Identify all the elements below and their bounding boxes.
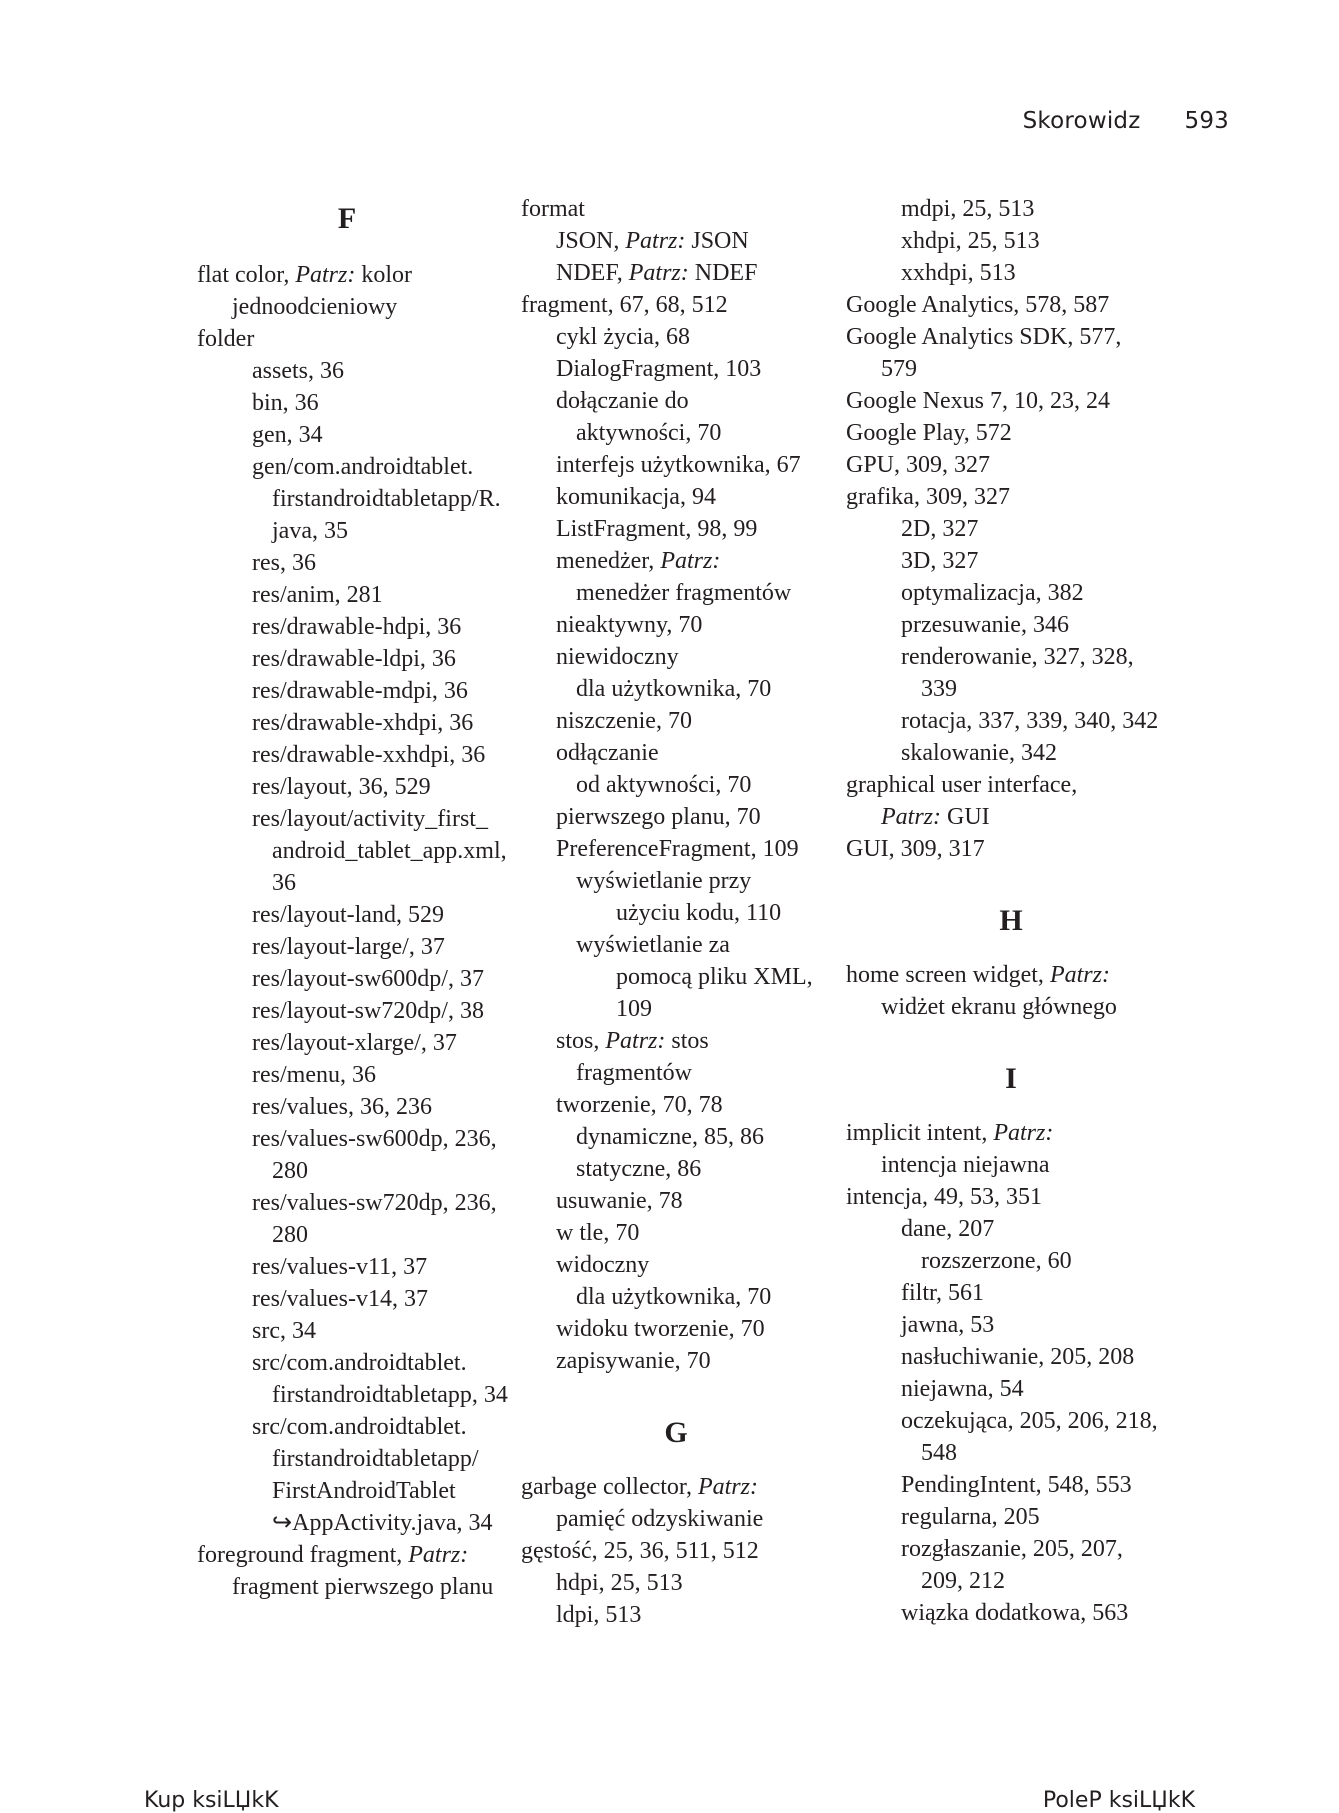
index-entry [846, 673, 1176, 705]
entry-text: res/layout-xlarge/, 37 [252, 1030, 457, 1056]
entry-text: widoczny [556, 1252, 650, 1278]
index-entry [521, 545, 831, 577]
index-entry [846, 609, 1176, 641]
index-entry [846, 417, 1176, 449]
entry-text: niszczenie, 70 [556, 708, 692, 734]
index-entry [197, 963, 497, 995]
entry-text: dla użytkownika, 70 [576, 676, 772, 702]
entry-text: ListFragment, 98, 99 [556, 516, 758, 542]
entry-text: użyciu kodu, 110 [616, 900, 782, 926]
see-target: JSON [685, 228, 749, 254]
entry-text: rozszerzone, 60 [921, 1248, 1072, 1274]
entry-text: rotacja, 337, 339, 340, 342 [901, 708, 1159, 734]
entry-text: assets, 36 [252, 358, 344, 384]
index-entry [197, 1027, 497, 1059]
entry-text: folder [197, 326, 255, 352]
entry-text: Google Nexus 7, 10, 23, 24 [846, 388, 1110, 414]
index-entry [846, 1117, 1176, 1149]
see-target: GUI [941, 804, 990, 830]
entry-text: hdpi, 25, 513 [556, 1570, 683, 1596]
entry-text: xhdpi, 25, 513 [901, 228, 1040, 254]
section-letter: G [664, 1416, 688, 1449]
index-entry [846, 991, 1176, 1023]
index-entry [846, 577, 1176, 609]
entry-text: 3D, 327 [901, 548, 979, 574]
index-entry [197, 1475, 497, 1507]
index-entry [521, 449, 831, 481]
entry-text: niewidoczny [556, 644, 679, 670]
entry-text: dynamiczne, 85, 86 [576, 1124, 764, 1150]
entry-text: odłączanie [556, 740, 659, 766]
index-entry [197, 1507, 497, 1539]
index-entry [521, 641, 831, 673]
index-entry [521, 1121, 831, 1153]
index-entry [846, 449, 1176, 481]
entry-text: src/com.androidtablet. [252, 1350, 467, 1376]
index-column-2 [521, 193, 831, 1631]
entry-text: NDEF, [556, 260, 629, 286]
entry-text: res/values-sw720dp, 236, [252, 1190, 497, 1216]
entry-text: xxhdpi, 513 [901, 260, 1016, 286]
index-entry [521, 1281, 831, 1313]
index-entry [197, 739, 497, 771]
index-entry [197, 419, 497, 451]
entry-text: nasłuchiwanie, 205, 208 [901, 1344, 1135, 1370]
index-entry [197, 579, 497, 611]
entry-text: fragment pierwszego planu [232, 1574, 494, 1600]
entry-text: res/layout/activity_first_ [252, 806, 488, 832]
index-entry [197, 1091, 497, 1123]
entry-text: 579 [881, 356, 917, 382]
index-entry [846, 1341, 1176, 1373]
entry-text: home screen widget, [846, 962, 1050, 988]
entry-text: ldpi, 513 [556, 1602, 642, 1628]
entry-text: widoku tworzenie, 70 [556, 1316, 765, 1342]
index-entry [846, 1213, 1176, 1245]
index-entry [846, 959, 1176, 991]
entry-text: cykl życia, 68 [556, 324, 690, 350]
index-entry [197, 1219, 497, 1251]
entry-text: fragmentów [576, 1060, 692, 1086]
entry-text: 109 [616, 996, 652, 1022]
index-entry [521, 801, 831, 833]
entry-text: oczekująca, 205, 206, 218, [901, 1408, 1158, 1434]
entry-text: jawna, 53 [901, 1312, 995, 1338]
index-entry [197, 355, 497, 387]
entry-text: dołączanie do [556, 388, 689, 414]
index-entry [521, 1185, 831, 1217]
index-entry [846, 1277, 1176, 1309]
section-title: Skorowidz [1022, 108, 1141, 134]
index-entry [197, 1539, 497, 1571]
entry-text: 280 [272, 1222, 308, 1248]
index-entry [521, 673, 831, 705]
entry-text: regularna, 205 [901, 1504, 1040, 1530]
index-entry [197, 643, 497, 675]
see-reference: Patrz: [605, 1028, 666, 1054]
entry-text: java, 35 [272, 518, 348, 544]
entry-text: stos, [556, 1028, 606, 1054]
index-entry [197, 1059, 497, 1091]
index-entry [197, 611, 497, 643]
index-entry [521, 1025, 831, 1057]
index-entry [846, 641, 1176, 673]
index-entry [846, 545, 1176, 577]
index-entry [846, 1501, 1176, 1533]
see-reference: Patrz: [628, 260, 689, 286]
entry-text: flat color, [197, 262, 296, 288]
entry-text: interfejs użytkownika, 67 [556, 452, 801, 478]
entry-text: menedżer fragmentów [576, 580, 792, 606]
entry-text: Google Analytics, 578, 587 [846, 292, 1110, 318]
entry-text: nieaktywny, 70 [556, 612, 703, 638]
index-entry [521, 1345, 831, 1377]
index-entry [846, 1597, 1176, 1629]
index-entry [846, 705, 1176, 737]
index-entry [846, 257, 1176, 289]
entry-text: skalowanie, 342 [901, 740, 1057, 766]
entry-text: firstandroidtabletapp/ [272, 1446, 479, 1472]
entry-text: res, 36 [252, 550, 316, 576]
entry-text: intencja niejawna [881, 1152, 1050, 1178]
entry-text: ↪AppActivity.java, 34 [272, 1510, 493, 1536]
index-column-3 [846, 193, 1176, 1629]
entry-text: res/values-sw600dp, 236, [252, 1126, 497, 1152]
index-entry [197, 1155, 497, 1187]
entry-text: format [521, 196, 585, 222]
entry-text: res/layout-land, 529 [252, 902, 444, 928]
entry-text: garbage collector, [521, 1474, 698, 1500]
see-reference: Patrz: [881, 804, 941, 830]
index-entry [197, 707, 497, 739]
entry-text: pamięć odzyskiwanie [556, 1506, 764, 1532]
index-entry [846, 1437, 1176, 1469]
entry-text: przesuwanie, 346 [901, 612, 1069, 638]
index-entry [197, 547, 497, 579]
index-entry [197, 675, 497, 707]
entry-text: src, 34 [252, 1318, 316, 1344]
entry-text: 209, 212 [921, 1568, 1005, 1594]
index-entry [197, 1379, 508, 1411]
entry-text: gęstość, 25, 36, 511, 512 [521, 1538, 759, 1564]
index-entry [521, 993, 831, 1025]
index-entry [521, 577, 831, 609]
index-entry [846, 1405, 1176, 1437]
index-entry [197, 867, 497, 899]
index-entry [521, 705, 831, 737]
index-entry [846, 833, 1176, 865]
index-entry [197, 515, 497, 547]
entry-text: fragment, 67, 68, 512 [521, 292, 728, 318]
index-entry [197, 995, 497, 1027]
index-entry [521, 193, 831, 225]
entry-text: mdpi, 25, 513 [901, 196, 1035, 222]
index-entry [521, 1471, 831, 1503]
page-number: 593 [1184, 108, 1229, 134]
entry-text: wyświetlanie przy [576, 868, 752, 894]
entry-text: PreferenceFragment, 109 [556, 836, 799, 862]
entry-text: 36 [272, 870, 296, 896]
entry-text: PendingIntent, 548, 553 [901, 1472, 1132, 1498]
index-entry [521, 225, 831, 257]
entry-text: gen, 34 [252, 422, 323, 448]
entry-text: Google Analytics SDK, 577, [846, 324, 1122, 350]
index-entry [197, 1315, 497, 1347]
entry-text: res/layout, 36, 529 [252, 774, 431, 800]
index-entry [846, 1533, 1176, 1565]
index-entry [197, 451, 497, 483]
entry-text: statyczne, 86 [576, 1156, 702, 1182]
entry-text: menedżer, [556, 548, 661, 574]
index-entry [846, 513, 1176, 545]
see-target: kolor [355, 262, 413, 288]
index-column-1 [197, 193, 508, 1603]
entry-text: usuwanie, 78 [556, 1188, 683, 1214]
index-entry [521, 289, 831, 321]
entry-text: GPU, 309, 327 [846, 452, 991, 478]
footer-recommend-link[interactable]: PoleP ksiLЏkK [1042, 1788, 1195, 1813]
index-entry [846, 1469, 1176, 1501]
entry-text: 548 [921, 1440, 957, 1466]
index-entry [197, 1283, 497, 1315]
entry-text: 2D, 327 [901, 516, 979, 542]
index-entry [521, 769, 831, 801]
entry-text: res/drawable-mdpi, 36 [252, 678, 468, 704]
entry-text: res/drawable-hdpi, 36 [252, 614, 462, 640]
entry-text: res/values, 36, 236 [252, 1094, 432, 1120]
entry-text: 280 [272, 1158, 308, 1184]
index-entry [197, 259, 497, 291]
footer-buy-link[interactable]: Kup ksiLЏkK [144, 1788, 279, 1813]
entry-text: w tle, 70 [556, 1220, 640, 1246]
index-entry [197, 1443, 497, 1475]
index-entry [846, 321, 1176, 353]
index-entry [846, 289, 1176, 321]
index-entry [521, 1249, 831, 1281]
index-entry [197, 835, 507, 867]
entry-text: grafika, 309, 327 [846, 484, 1010, 510]
entry-text: implicit intent, [846, 1120, 994, 1146]
entry-text: wyświetlanie za [576, 932, 730, 958]
index-entry [197, 803, 497, 835]
entry-text: res/layout-sw720dp/, 38 [252, 998, 484, 1024]
index-entry [846, 1309, 1176, 1341]
see-reference: Patrz: [1049, 962, 1110, 988]
entry-text: intencja, 49, 53, 351 [846, 1184, 1042, 1210]
index-entry [197, 1571, 497, 1603]
index-entry [521, 897, 831, 929]
entry-text: dla użytkownika, 70 [576, 1284, 772, 1310]
entry-text: aktywności, 70 [576, 420, 722, 446]
entry-text: od aktywności, 70 [576, 772, 752, 798]
index-entry [521, 481, 831, 513]
index-entry [521, 1503, 831, 1535]
index-entry [846, 481, 1176, 513]
entry-text: src/com.androidtablet. [252, 1414, 467, 1440]
index-entry [521, 737, 831, 769]
index-entry [521, 929, 831, 961]
index-entry [521, 1599, 831, 1631]
index-entry [846, 353, 1176, 385]
entry-text: pomocą pliku XML, [616, 964, 813, 990]
entry-text: wiązka dodatkowa, 563 [901, 1600, 1129, 1626]
section-letter: I [1005, 1062, 1017, 1095]
entry-text: res/values-v11, 37 [252, 1254, 428, 1280]
entry-text: niejawna, 54 [901, 1376, 1024, 1402]
index-entry [521, 865, 831, 897]
see-reference: Patrz: [408, 1542, 469, 1568]
index-entry [521, 1535, 831, 1567]
index-entry [197, 771, 497, 803]
index-entry [521, 353, 831, 385]
index-entry [846, 1181, 1176, 1213]
running-head [1023, 108, 1229, 134]
index-entry [197, 323, 497, 355]
entry-text: res/layout-sw600dp/, 37 [252, 966, 484, 992]
see-reference: Patrz: [660, 548, 721, 574]
index-entry [846, 769, 1176, 801]
index-entry [197, 1411, 497, 1443]
index-entry [521, 257, 831, 289]
index-entry [521, 1089, 831, 1121]
index-entry [197, 931, 497, 963]
see-target: NDEF [688, 260, 758, 286]
index-entry [521, 1153, 831, 1185]
entry-text: DialogFragment, 103 [556, 356, 762, 382]
index-entry [521, 1217, 831, 1249]
see-reference: Patrz: [697, 1474, 758, 1500]
index-entry [521, 833, 831, 865]
entry-text: res/drawable-xhdpi, 36 [252, 710, 474, 736]
index-entry [846, 1149, 1176, 1181]
entry-text: pierwszego planu, 70 [556, 804, 761, 830]
entry-text: gen/com.androidtablet. [252, 454, 474, 480]
entry-text: optymalizacja, 382 [901, 580, 1084, 606]
entry-text: bin, 36 [252, 390, 319, 416]
index-entry [197, 1347, 497, 1379]
index-entry [846, 385, 1176, 417]
entry-text: zapisywanie, 70 [556, 1348, 711, 1374]
entry-text: tworzenie, 70, 78 [556, 1092, 723, 1118]
index-entry [521, 961, 831, 993]
entry-text: res/values-v14, 37 [252, 1286, 428, 1312]
entry-text: GUI, 309, 317 [846, 836, 985, 862]
see-reference: Patrz: [993, 1120, 1054, 1146]
index-entry [521, 417, 831, 449]
index-entry [521, 321, 831, 353]
section-letter: F [337, 202, 357, 235]
index-entry [197, 483, 501, 515]
entry-text: 339 [921, 676, 957, 702]
entry-text: res/layout-large/, 37 [252, 934, 445, 960]
index-entry [846, 1245, 1176, 1277]
entry-text: res/drawable-xxhdpi, 36 [252, 742, 486, 768]
index-entry [521, 1567, 831, 1599]
entry-text: android_tablet_app.xml, [272, 838, 507, 864]
entry-text: firstandroidtabletapp, 34 [272, 1382, 508, 1408]
index-entry [197, 1123, 497, 1155]
index-entry [197, 291, 497, 323]
index-entry [197, 1187, 497, 1219]
see-reference: Patrz: [625, 228, 686, 254]
index-entry [846, 1373, 1176, 1405]
entry-text: res/anim, 281 [252, 582, 383, 608]
index-entry [846, 1565, 1176, 1597]
index-entry [197, 899, 497, 931]
entry-text: foreground fragment, [197, 1542, 409, 1568]
entry-text: dane, 207 [901, 1216, 995, 1242]
entry-text: res/menu, 36 [252, 1062, 376, 1088]
entry-text: filtr, 561 [901, 1280, 985, 1306]
entry-text: graphical user interface, [846, 772, 1078, 798]
index-entry [521, 1057, 831, 1089]
index-entry [521, 385, 831, 417]
index-entry [846, 225, 1176, 257]
entry-text: res/drawable-ldpi, 36 [252, 646, 456, 672]
index-entry [197, 387, 497, 419]
index-entry [521, 513, 831, 545]
index-entry [521, 1313, 831, 1345]
entry-text: Google Play, 572 [846, 420, 1012, 446]
entry-text: widżet ekranu głównego [881, 994, 1117, 1020]
index-entry [197, 1251, 497, 1283]
see-reference: Patrz: [295, 262, 356, 288]
index-entry [846, 801, 1176, 833]
index-entry [846, 193, 1176, 225]
section-letter: H [999, 904, 1023, 937]
see-target: stos [665, 1028, 709, 1054]
entry-text: jednoodcieniowy [232, 294, 398, 320]
entry-text: firstandroidtabletapp/R. [272, 486, 501, 512]
entry-text: komunikacja, 94 [556, 484, 716, 510]
index-entry [846, 737, 1176, 769]
index-entry [521, 609, 831, 641]
entry-text: renderowanie, 327, 328, [901, 644, 1134, 670]
entry-text: JSON, [556, 228, 626, 254]
entry-text: rozgłaszanie, 205, 207, [901, 1536, 1123, 1562]
entry-text: FirstAndroidTablet [272, 1478, 456, 1504]
